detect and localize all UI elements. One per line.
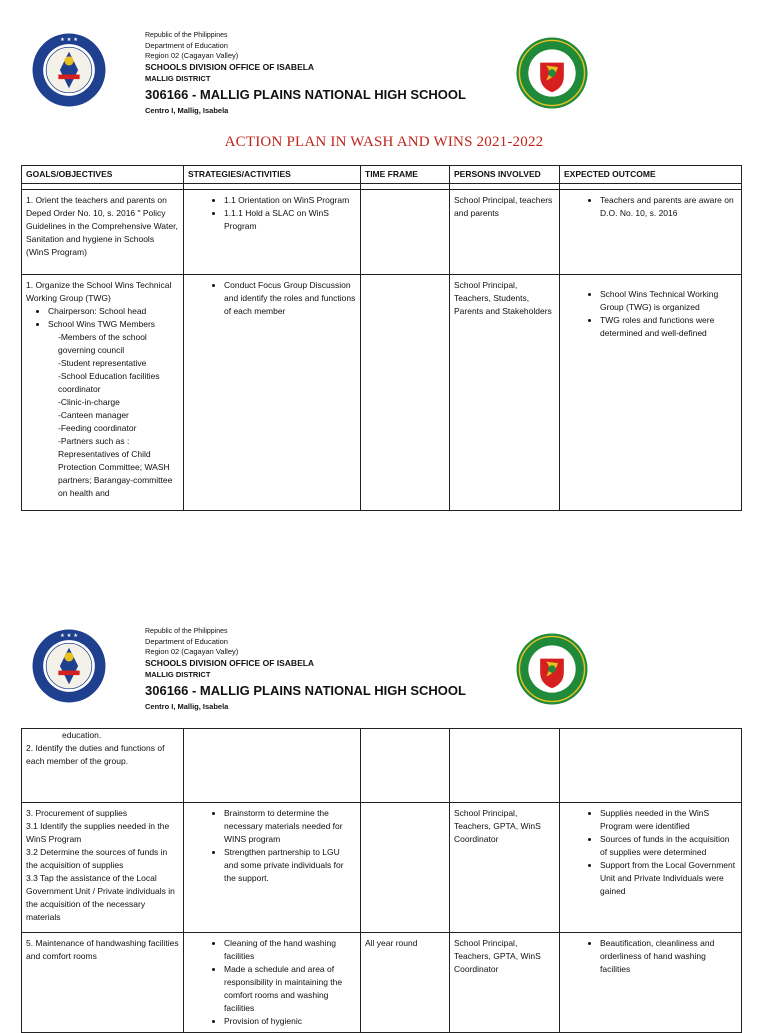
- strategies-cell: [184, 275, 361, 511]
- list-item: • Strengthen partnership to LGU and some private individuals for the support.: [224, 846, 356, 885]
- goal-cell: 3. Procurement of supplies 3.1 Identify the supplies needed in the WinS Program 3.2 Determine the sources of funds in the acquisition of supplies 3.3 Tap the assistance of the Local Government Unit / Private individuals in the acquisition of the necessary materials: [22, 803, 184, 933]
- list-item: • Conduct Focus Group Discussion and identify the roles and functions of each member: [224, 279, 356, 318]
- goal-cell: [22, 729, 184, 803]
- letterhead: [145, 32, 565, 117]
- school-address: Centro I, Mallig, Isabela: [145, 702, 229, 711]
- action-plan-table-page-1: [21, 165, 742, 511]
- time-frame-cell: [361, 190, 450, 275]
- list-item: • School Wins TWG Members: [48, 318, 179, 331]
- list-item: • Beautification, cleanliness and orderliness of hand washing facilities: [600, 937, 737, 976]
- region-line: Region 02 (Cagayan Valley): [145, 647, 239, 656]
- member-line: -Members of the school governing council: [58, 332, 147, 355]
- persons-cell: School Principal, Teachers, GPTA, WinS Coordinator: [450, 933, 560, 1033]
- goal-continued: education.: [62, 730, 102, 740]
- table-row: [22, 275, 742, 511]
- table-row: [22, 803, 742, 933]
- district-line: MALLIG DISTRICT: [145, 74, 211, 83]
- deped-seal-left: [31, 628, 107, 704]
- strategies-cell: [184, 803, 361, 933]
- col-outcome: EXPECTED OUTCOME: [560, 166, 742, 184]
- member-line: -Feeding coordinator: [58, 423, 137, 433]
- list-item: • Brainstorm to determine the necessary materials needed for WINS program: [224, 807, 356, 846]
- outcome-cell: [560, 729, 742, 803]
- col-strategies: STRATEGIES/ACTIVITIES: [184, 166, 361, 184]
- letterhead: [145, 628, 565, 713]
- persons-cell: School Principal, teachers and parents: [450, 190, 560, 275]
- department-line: Department of Education: [145, 637, 228, 646]
- col-persons: PERSONS INVOLVED: [450, 166, 560, 184]
- document-title: ACTION PLAN IN WASH AND WINS 2021-2022: [224, 134, 544, 150]
- svg-text:★ ★ ★: ★ ★ ★: [60, 633, 78, 640]
- outcome-cell: [560, 275, 742, 511]
- republic-line: Republic of the Philippines: [145, 32, 228, 39]
- member-line: -Canteen manager: [58, 410, 129, 420]
- goal-cell: 1. Orient the teachers and parents on Deped Order No. 10, s. 2016 " Policy Guidelines in the Comprehensive Water, Sanitation and hygiene in Schools (WinS Program): [22, 190, 184, 275]
- list-item: • TWG roles and functions were determined and well-defined: [600, 314, 737, 340]
- member-line: -Clinic-in-charge: [58, 397, 120, 407]
- outcome-cell: [560, 803, 742, 933]
- member-line: -Partners such as : Representatives of Child Protection Committee; WASH partners; Barangay-committee on health and: [58, 436, 173, 498]
- strategies-cell: [184, 933, 361, 1033]
- list-item: • 1.1 Orientation on WinS Program: [224, 194, 356, 207]
- member-line: -School Education facilities coordinator: [58, 371, 160, 394]
- list-item: • Support from the Local Government Unit and Private Individuals were gained: [600, 859, 737, 898]
- deped-seal-left: [31, 32, 107, 108]
- page-2: [0, 612, 768, 1024]
- time-frame-cell: All year round: [361, 933, 450, 1033]
- action-plan-table-page-2: [21, 728, 742, 1033]
- persons-cell: School Principal, Teachers, Students, Parents and Stakeholders: [450, 275, 560, 511]
- col-time-frame: TIME FRAME: [361, 166, 450, 184]
- district-line: MALLIG DISTRICT: [145, 670, 211, 679]
- col-goals: GOALS/OBJECTIVES: [22, 166, 184, 184]
- table-row: [22, 729, 742, 803]
- list-item: • Provision of hygienic: [224, 1015, 356, 1028]
- goal-cell: 5. Maintenance of handwashing facilities and comfort rooms: [22, 933, 184, 1033]
- outcome-cell: [560, 933, 742, 1033]
- strategies-cell: [184, 729, 361, 803]
- member-line: -Student representative: [58, 358, 147, 368]
- list-item: • Teachers and parents are aware on D.O. No. 10, s. 2016: [600, 194, 737, 220]
- list-item: • 1.1.1 Hold a SLAC on WinS Program: [224, 207, 356, 233]
- time-frame-cell: [361, 803, 450, 933]
- school-name: 306166 - MALLIG PLAINS NATIONAL HIGH SCHOOL: [145, 87, 466, 102]
- republic-line: Republic of the Philippines: [145, 628, 228, 635]
- goal-cell: [22, 275, 184, 511]
- division-line: SCHOOLS DIVISION OFFICE OF ISABELA: [145, 62, 315, 72]
- school-address: Centro I, Mallig, Isabela: [145, 106, 229, 115]
- list-item: • Cleaning of the hand washing facilities: [224, 937, 356, 963]
- table-header-row: [22, 166, 742, 184]
- list-item: • Sources of funds in the acquisition of supplies were determined: [600, 833, 737, 859]
- list-item: • School Wins Technical Working Group (TWG) is organized: [600, 288, 737, 314]
- outcome-cell: [560, 190, 742, 275]
- table-row: [22, 933, 742, 1033]
- school-name: 306166 - MALLIG PLAINS NATIONAL HIGH SCHOOL: [145, 683, 466, 698]
- goal-intro: 1. Organize the School Wins Technical Working Group (TWG): [26, 280, 172, 303]
- persons-cell: School Principal, Teachers, GPTA, WinS Coordinator: [450, 803, 560, 933]
- list-item: • Supplies needed in the WinS Program were identified: [600, 807, 737, 833]
- region-line: Region 02 (Cagayan Valley): [145, 51, 239, 60]
- table-row: [22, 190, 742, 275]
- goal-text: 2. Identify the duties and functions of each member of the group.: [26, 743, 165, 766]
- strategies-cell: [184, 190, 361, 275]
- time-frame-cell: [361, 729, 450, 803]
- department-line: Department of Education: [145, 41, 228, 50]
- list-item: • Chairperson: School head: [48, 305, 179, 318]
- list-item: • Made a schedule and area of responsibility in maintaining the comfort rooms and washing facilities: [224, 963, 356, 1015]
- division-line: SCHOOLS DIVISION OFFICE OF ISABELA: [145, 658, 315, 668]
- time-frame-cell: [361, 275, 450, 511]
- svg-text:★ ★ ★: ★ ★ ★: [60, 37, 78, 44]
- persons-cell: [450, 729, 560, 803]
